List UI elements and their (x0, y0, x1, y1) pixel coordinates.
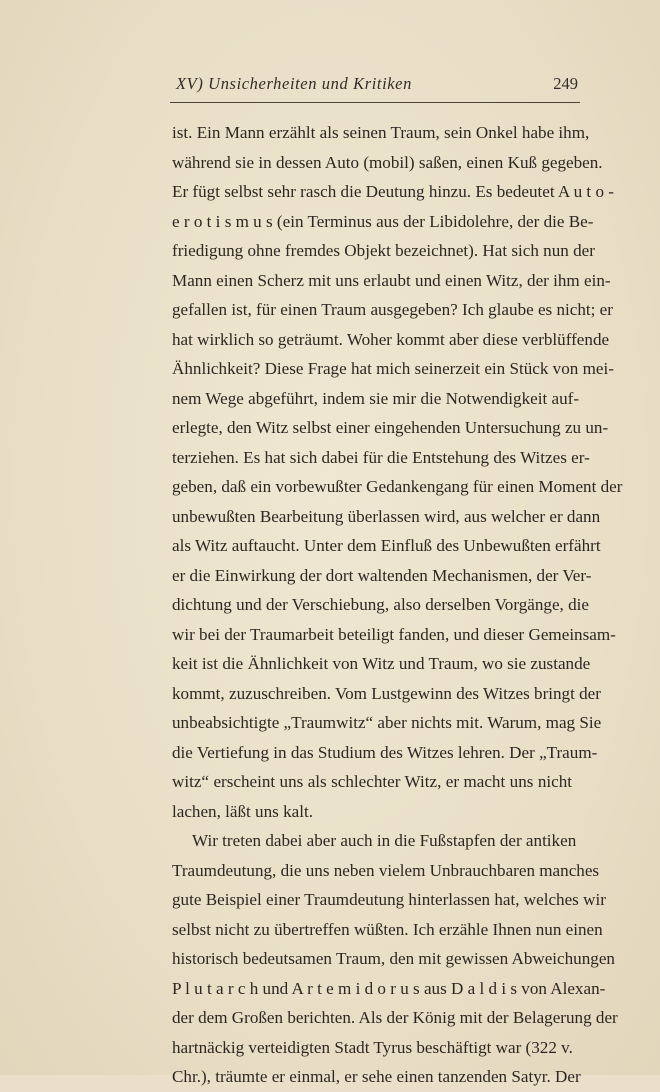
text-line: der dem Großen berichten. Als der König mit der Belagerung der (172, 1008, 618, 1027)
text-line: ist. Ein Mann erzählt als seinen Traum, sein Onkel habe ihm, (172, 123, 590, 142)
text-line: wir bei der Traumarbeit beteiligt fanden, und dieser Gemeinsam- (172, 624, 616, 644)
text-line: P l u t a r c h und A r t e m i d o r u s aus D a l d i s von Alexan- (172, 978, 606, 998)
header-rule (170, 102, 580, 103)
text-line: dichtung und der Verschiebung, also derselben Vorgänge, die (172, 595, 589, 614)
text-line: nem Wege abgeführt, indem sie mir die Notwendigkeit auf- (172, 388, 580, 408)
text-line: die Vertiefung in das Studium des Witzes lehren. Der „Traum- (172, 742, 598, 762)
text-line: terziehen. Es hat sich dabei für die Entstehung des Witzes er- (172, 447, 590, 467)
text-line: er die Einwirkung der dort waltenden Mechanismen, der Ver- (172, 565, 592, 585)
page-header (170, 74, 580, 104)
text-line: Chr.), träumte er einmal, er sehe einen tanzenden Satyr. Der (172, 1067, 581, 1086)
page-number: 249 (553, 74, 578, 93)
text-line: Ähnlichkeit? Diese Frage hat mich seinerzeit ein Stück von mei- (172, 359, 614, 378)
text-line: während sie in dessen Auto (mobil) saßen, einen Kuß gegeben. (172, 152, 603, 172)
body-text (172, 118, 623, 1092)
paragraph-end-line: lachen, läßt uns kalt. (172, 801, 313, 821)
text-line: hartnäckig verteidigten Stadt Tyrus beschäftigt war (322 v. (172, 1037, 573, 1057)
text-line: selbst nicht zu übertreffen wüßten. Ich erzähle Ihnen nun einen (172, 919, 603, 939)
text-line: unbewußten Bearbeitung überlassen wird, aus welcher er dann (172, 506, 601, 526)
text-line: unbeabsichtigte „Traumwitz“ aber nichts mit. Warum, mag Sie (172, 713, 602, 732)
running-head: XV) Unsicherheiten und Kritiken (176, 74, 412, 93)
text-line: gefallen ist, für einen Traum ausgegeben? Ich glaube es nicht; er (172, 300, 613, 319)
text-line: Traumdeutung, die uns neben vielem Unbrauchbaren manches (172, 860, 600, 880)
text-line: kommt, zuzuschreiben. Vom Lustgewinn des Witzes bringt der (172, 683, 601, 703)
text-line: e r o t i s m u s (ein Terminus aus der Libidolehre, der die Be- (172, 211, 594, 231)
text-line: friedigung ohne fremdes Objekt bezeichnet). Hat sich nun der (172, 241, 595, 260)
text-line: historisch bedeutsamen Traum, den mit gewissen Abweichungen (172, 949, 615, 968)
text-line: Er fügt selbst sehr rasch die Deutung hinzu. Es bedeutet A u t o - (172, 182, 614, 201)
text-line: keit ist die Ähnlichkeit von Witz und Traum, wo sie zustande (172, 654, 591, 673)
text-line: gute Beispiel einer Traumdeutung hinterlassen hat, welches wir (172, 890, 606, 909)
text-line: als Witz auftaucht. Unter dem Einfluß des Unbewußten erfährt (172, 536, 601, 555)
text-line: hat wirklich so geträumt. Woher kommt aber diese verblüffende (172, 329, 610, 349)
paragraph-start-line: Wir treten dabei aber auch in die Fußstapfen der antiken (192, 831, 577, 850)
text-line: Mann einen Scherz mit uns erlaubt und einen Witz, der ihm ein- (172, 270, 611, 290)
text-line: geben, daß ein vorbewußter Gedankengang für einen Moment der (172, 477, 623, 496)
text-line: erlegte, den Witz selbst einer eingehenden Untersuchung zu un- (172, 418, 609, 437)
text-line: witz“ erscheint uns als schlechter Witz, er macht uns nicht (172, 772, 572, 791)
